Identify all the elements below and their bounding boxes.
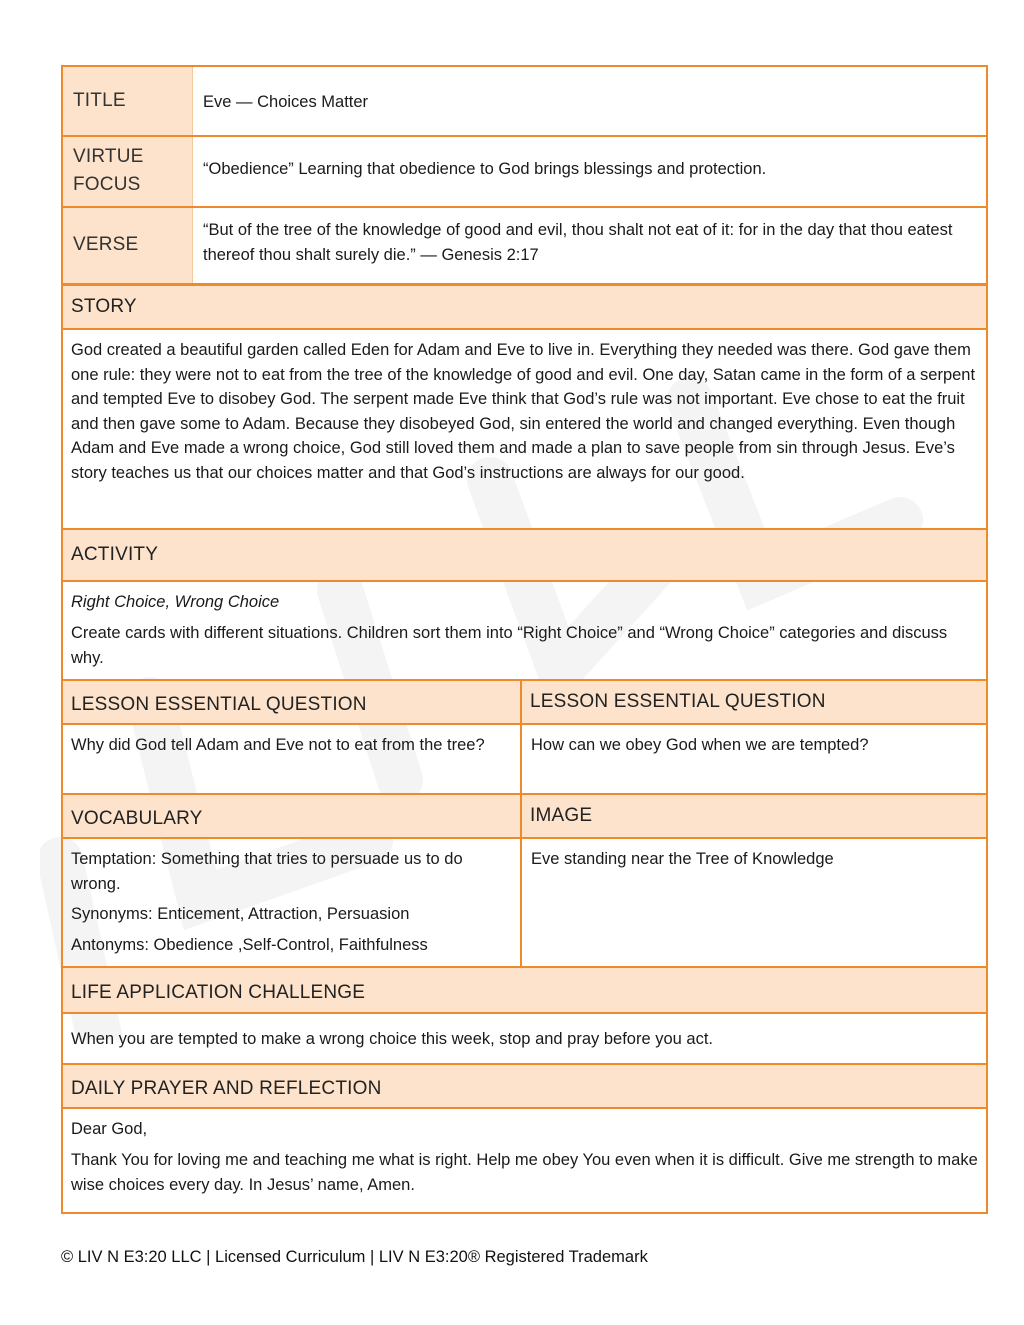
activity-text: Create cards with different situations. Children sort them into “Right Choice” and “Wrong Choice” categories and discuss why. — [71, 624, 948, 667]
prayer-text: Thank You for loving me and teaching me what is right. Help me obey You even when it is difficult. Give me strength to make wise choices every day. In Jesus’ name, Amen. — [71, 1151, 978, 1194]
activity-subtitle: Right Choice, Wrong Choice — [71, 593, 280, 611]
vocab-synonyms — [71, 902, 511, 927]
vocab-term-definition: Something that tries to persuade us to do wrong. — [71, 850, 463, 893]
title-value: Eve — Choices Matter — [203, 93, 369, 111]
vocab-term-label: Temptation: — [71, 850, 157, 868]
synonyms-label: Synonyms: — [71, 905, 153, 923]
prayer-heading-text: DAILY PRAYER AND REFLECTION — [71, 1078, 382, 1099]
virtue-value: “Obedience” Learning that obedience to God brings blessings and protection. — [203, 160, 767, 178]
prayer-salutation: Dear God, — [71, 1120, 148, 1138]
question-left-text: Why did God tell Adam and Eve not to eat from the tree? — [71, 736, 485, 754]
image-heading-text: IMAGE — [530, 805, 593, 826]
story-heading-text: STORY — [71, 296, 137, 317]
antonyms-list: Obedience ,Self-Control, Faithfulness — [148, 936, 428, 954]
vocab-antonyms — [71, 933, 511, 958]
verse-value: “But of the tree of the knowledge of good and evil, thou shalt not eat of it: for in the day that thou eatest thereof thou shalt surely die.” — Genesis 2:17 — [203, 221, 953, 264]
challenge-text: When you are tempted to make a wrong choice this week, stop and pray before you act. — [71, 1030, 714, 1048]
prayer-heading — [63, 1065, 986, 1107]
challenge-heading-text: LIFE APPLICATION CHALLENGE — [71, 982, 366, 1003]
question-left-heading-text: LESSON ESSENTIAL QUESTION — [71, 694, 367, 715]
verse-label: VERSE — [73, 234, 139, 255]
title-label: TITLE — [73, 90, 126, 111]
synonyms-list: Enticement, Attraction, Persuasion — [152, 905, 410, 923]
vocabulary-heading — [63, 795, 521, 837]
footer-copyright: © LIV N E3:20 LLC | Licensed Curriculum | LIV N E3:20® Registered Trademark — [61, 1248, 648, 1266]
activity-heading — [63, 530, 986, 580]
virtue-label-line1: VIRTUE — [73, 146, 144, 167]
image-description: Eve standing near the Tree of Knowledge — [531, 850, 834, 868]
question-right-heading — [522, 681, 986, 723]
antonyms-label: Antonyms: — [71, 936, 149, 954]
virtue-label-line2: FOCUS — [73, 174, 141, 195]
challenge-heading — [63, 968, 986, 1012]
question-right-text: How can we obey God when we are tempted? — [531, 736, 869, 754]
story-heading — [63, 286, 986, 328]
activity-heading-text: ACTIVITY — [71, 544, 159, 565]
question-left-heading — [63, 681, 521, 723]
story-text: God created a beautiful garden called Eden for Adam and Eve to live in. Everything they needed was there. God gave them one rule: they were not to eat from the tree of the knowledge of good and evil. One day, Satan came in the form of a serpent and tempted Eve to disobey God. The serpent made Eve think that God’s rule was not important. Eve chose to eat the fruit and then gave some to Adam. Because they disobeyed God, sin entered the world and changed everything. Even though Adam and Eve made a wrong choice, God still loved them and made a plan to save people from sin through Jesus. Eve’s story teaches us that our choices matter and that God’s instructions are always for our good. — [71, 341, 976, 482]
vocab-term — [71, 847, 511, 896]
question-right-heading-text: LESSON ESSENTIAL QUESTION — [530, 691, 826, 712]
image-heading — [522, 795, 986, 837]
vocabulary-heading-text: VOCABULARY — [71, 808, 203, 829]
